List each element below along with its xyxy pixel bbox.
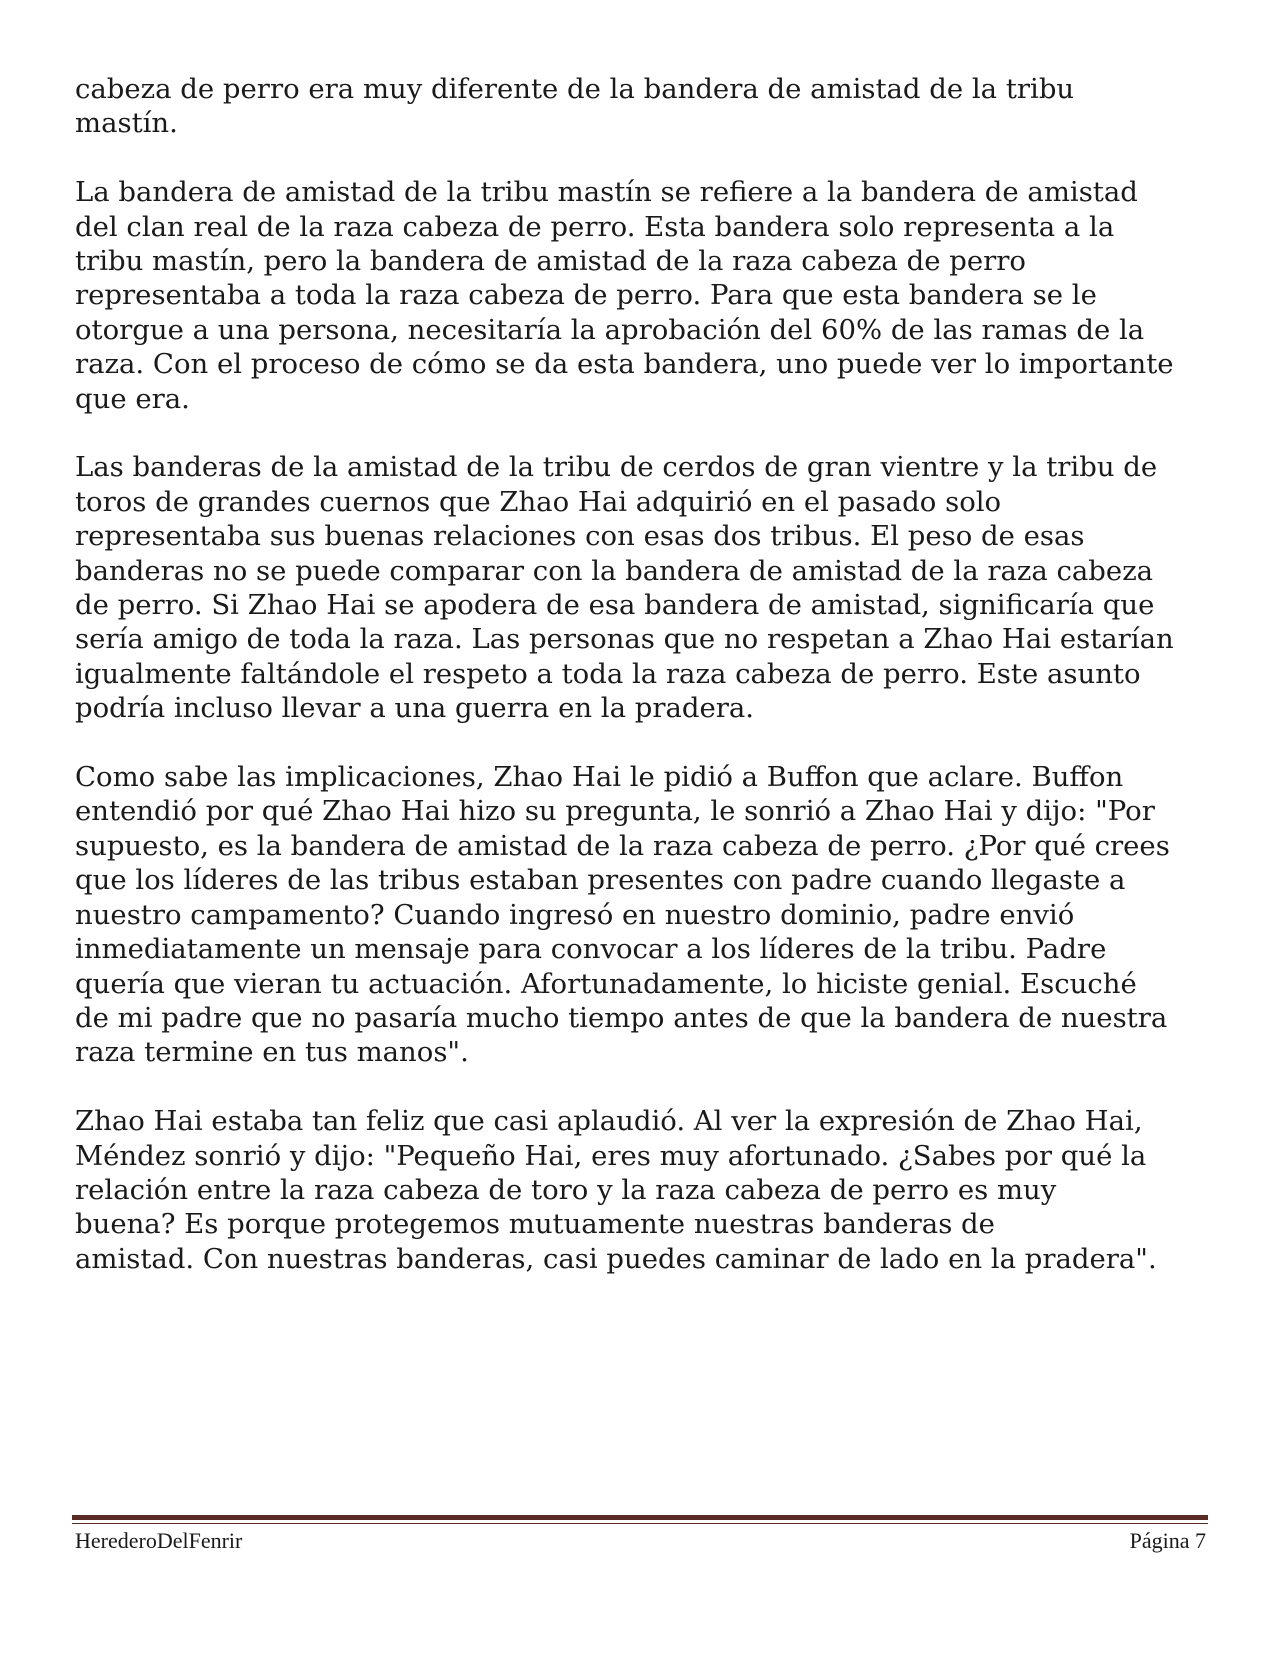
paragraph-5: Zhao Hai estaba tan feliz que casi aplaudió. Al ver la expresión de Zhao Hai, Méndez sonrió y dijo: "Pequeño Hai, eres muy afortunado. ¿Sabes por qué la relación entre la raza cabeza de toro y la raza cabeza de perro es muy buena? Es porque protegemos mutuamente nuestras banderas de amistad. Con nuestras banderas, casi puedes caminar de lado en la pradera". [75,1105,1157,1275]
paragraph-3: Las banderas de la amistad de la tribu de cerdos de gran vientre y la tribu de toros de grandes cuernos que Zhao Hai adquirió en el pasado solo representaba sus buenas relaciones con esas dos tribus. El peso de esas banderas no se puede comparar con la bandera de amistad de la raza cabeza de perro. Si Zhao Hai se apodera de esa bandera de amistad, significaría que sería amigo de toda la raza. Las personas que no respetan a Zhao Hai estarían igualmente faltándole el respeto a toda la raza cabeza de perro. Este asunto podría incluso llevar a una guerra en la pradera. [75,451,1174,725]
footer-author: HerederoDelFenrir [75,1528,243,1553]
footer-rule-thick [72,1515,1208,1520]
paragraph-4: Como sabe las implicaciones, Zhao Hai le pidió a Buffon que aclare. Buffon entendió por qué Zhao Hai hizo su pregunta, le sonrió a Zhao Hai y dijo: "Por supuesto, es la bandera de amistad de la raza cabeza de perro. ¿Por qué crees que los líderes de las tribus estaban presentes con padre cuando llegaste a nuestro campamento? Cuando ingresó en nuestro dominio, padre envió inmediatamente un mensaje para convocar a los líderes de la tribu. Padre quería que vieran tu actuación. Afortunadamente, lo hiciste genial. Escuché de mi padre que no pasaría mucho tiempo antes de que la bandera de nuestra raza termine en tus manos". [75,761,1170,1069]
page-body [75,72,1215,1311]
page-number: Página 7 [1129,1528,1206,1553]
footer-rule-thin [72,1523,1208,1524]
paragraph-1: cabeza de perro era muy diferente de la bandera de amistad de la tribu mastín. [75,73,1075,140]
paragraph-2: La bandera de amistad de la tribu mastín se refiere a la bandera de amistad del clan real de la raza cabeza de perro. Esta bandera solo representa a la tribu mastín, pero la bandera de amistad de la raza cabeza de perro representaba a toda la raza cabeza de perro. Para que esta bandera se le otorgue a una persona, necesitaría la aprobación del 60% de las ramas de la raza. Con el proceso de cómo se da esta bandera, uno puede ver lo importante que era. [75,176,1174,415]
